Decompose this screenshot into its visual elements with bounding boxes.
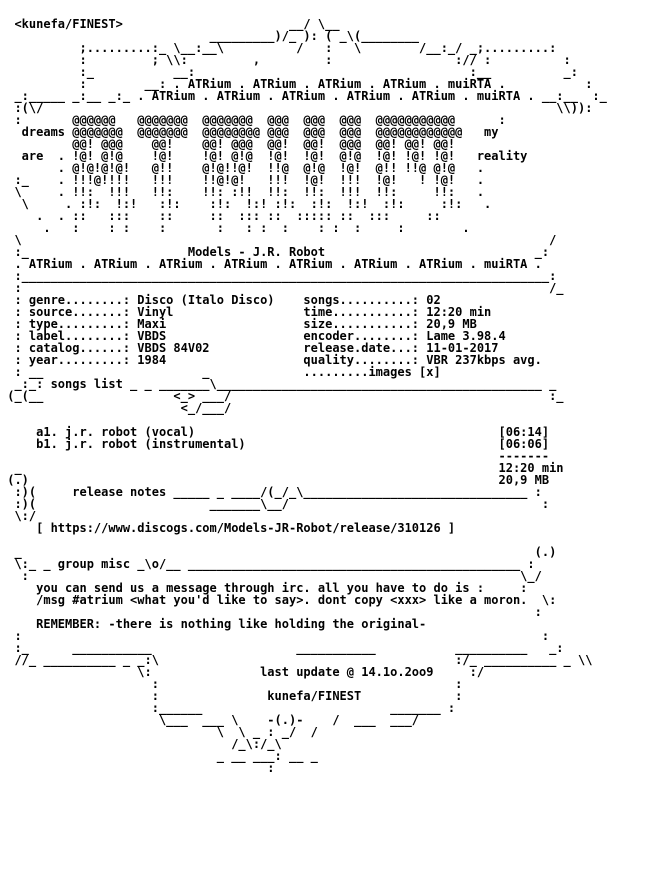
nfo-line: \: last update @ 14.1o.2oo9 :/ <box>0 665 485 679</box>
nfo-line: _ (.) <box>0 545 557 559</box>
nfo-line: @@! @@@ @@! @@! @@@ @@! @@! @@@ @@! @@! @@! <box>0 137 456 151</box>
nfo-line: <_/___/ <box>0 401 557 415</box>
nfo-line: \:/ <box>0 509 37 523</box>
nfo-line: \___ ___ \ -(.)- / ___ ___/ <box>0 713 420 727</box>
nfo-line: a1. j.r. robot (vocal) [06:14] <box>0 425 550 439</box>
nfo-line: : /_ <box>0 281 564 295</box>
nfo-line: /msg #atrium <what you'd like to say>. dont copy <xxx> like a moron. \: <box>0 593 557 607</box>
nfo-line: :_ Models - J.R. Robot _: <box>0 245 550 259</box>
nfo-line: :)( _______\__/ : <box>0 497 550 511</box>
nfo-line: : source.......: Vinyl time...........: 12:20 min <box>0 305 492 319</box>
nfo-line: :(\/ \\)): <box>0 101 593 115</box>
nfo-line: you can send us a message through irc. all you have to do is : : <box>0 581 528 595</box>
nfo-line: : @@@@@@ @@@@@@@ @@@@@@@ @@@ @@@ @@@ @@@@@@@@@@@ : <box>0 113 506 127</box>
nfo-line: _:_____ _:__ _:_ . ATRium . ATRium . ATRium . ATRium . ATRium . muiRTA . __:__ :_ <box>0 89 607 103</box>
nfo-line: [ https://www.discogs.com/Models-JR-Robot/release/310126 ] <box>0 521 456 535</box>
nfo-line: : kunefa/FINEST : <box>0 689 463 703</box>
nfo-line: : : <box>0 629 550 643</box>
nfo-line: :______ _______ : <box>0 701 456 715</box>
nfo-line: ------- <box>0 449 550 463</box>
nfo-line: : catalog......: VBDS 84V02 release.date...: 11-01-2017 <box>0 341 499 355</box>
nfo-line: (_(__ <_> ___/ :_ <box>0 389 564 403</box>
nfo-line: : : <box>0 677 463 691</box>
nfo-line: REMEMBER: -there is nothing like holding the original- <box>0 617 427 631</box>
nfo-line: : <box>0 761 275 775</box>
nfo-line: :_________________________________________________________________________: <box>0 269 557 283</box>
nfo-line: :)( release notes _____ _ ____/(_/_\_______________________________ : <box>0 485 542 499</box>
nfo-line: . : : : : : : : : : : : : . <box>0 221 470 235</box>
nfo-line: : __: . ATRium . ATRium . ATRium . ATRium . muiRTA . : <box>0 77 593 91</box>
nfo-line: dreams @@@@@@@ @@@@@@@ @@@@@@@@ @@@ @@@ @@@ @@@@@@@@@@@@ my <box>0 125 499 139</box>
nfo-line: : ; \\: , : :// : : <box>0 53 571 67</box>
nfo-line: : __ _ .........images [x] <box>0 365 441 379</box>
nfo-line: ;.........:_ \__:__\ / : \ /__:_/ _;.........: <box>0 41 557 55</box>
nfo-line: are . !@! @!@ !@! !@! @!@ !@! !@! @!@ !@! !@! !@! reality <box>0 149 528 163</box>
nfo-line: : year.........: 1984 quality........: VBR 237kbps avg. <box>0 353 542 367</box>
nfo-line: : type.........: Maxi size...........: 20,9 MB <box>0 317 477 331</box>
nfo-line: . @!@!@!@! @!! @!@!!@! !!@ @!@ !@! @!! !!@ @!@ . <box>0 161 485 175</box>
nfo-line: :_ . !!!@!!!! !!! !!@!@! !!! !@! !!! !@! ! !@! . <box>0 173 485 187</box>
nfo-line: (.) 20,9 MB <box>0 473 550 487</box>
nfo-line: <kunefa/FINEST> __/ \__ <box>0 17 340 31</box>
nfo-line: /_\:/_\ <box>0 737 282 751</box>
nfo-line: _ 12:20 min <box>0 461 564 475</box>
nfo-line: . ATRium . ATRium . ATRium . ATRium . ATRium . ATRium . ATRium . muiRTA . <box>0 257 542 271</box>
nfo-line: : <box>0 605 542 619</box>
nfo-line: _ __ ___: __ _ <box>0 749 318 763</box>
nfo-line: _________)/_ ): ( _\(________ <box>0 29 420 43</box>
nfo-line: \ . :!: !:! :!: :!: !:! :!: :!: !:! :!: :!: . <box>0 197 492 211</box>
nfo-line: //_ __________ _ _:\ :/_ __________ _ \\ <box>0 653 593 667</box>
nfo-line: \:_ _ group misc _\o/__ ______________________________________________ : <box>0 557 535 571</box>
nfo-line: : \_/ <box>0 569 542 583</box>
nfo-line: \ / <box>0 233 557 247</box>
nfo-line: \ . !!: !!! !!: !!: :!! !!: !!: !!! !!: !!: . <box>0 185 485 199</box>
nfo-line: _:_: songs list _ _ _______\_____________________________________________ _ <box>0 377 557 391</box>
nfo-line: :_ ___________ ___________ __________ _: <box>0 641 564 655</box>
nfo-line: :_ __: :__ _: <box>0 65 578 79</box>
nfo-line: \ \ _ : _/ / <box>0 725 318 739</box>
nfo-line: . . :: ::: :: :: ::: :: ::::: :: ::: :: <box>0 209 441 223</box>
nfo-line: b1. j.r. robot (instrumental) [06:06] <box>0 437 550 451</box>
nfo-line: : genre........: Disco (Italo Disco) songs..........: 02 <box>0 293 441 307</box>
nfo-line: : label........: VBDS encoder........: Lame 3.98.4 <box>0 329 506 343</box>
